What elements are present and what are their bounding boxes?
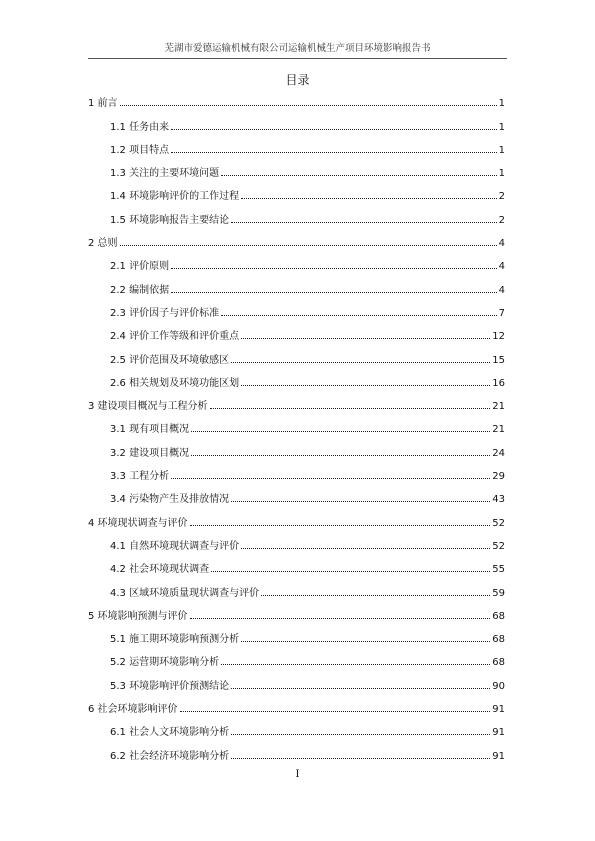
toc-subentry[interactable] xyxy=(88,109,505,132)
toc-entry-page: 1 xyxy=(498,121,505,133)
toc-subentry[interactable] xyxy=(88,575,505,598)
toc-entry-label: 5.1 施工期环境影响预测分析 xyxy=(110,634,240,646)
toc-entry-label: 2.6 相关规划及环境功能区划 xyxy=(110,377,240,389)
toc-entry-label: 5.3 环境影响评价预测结论 xyxy=(110,680,230,692)
toc-entry-page: 16 xyxy=(492,377,505,389)
dot-leader xyxy=(171,478,490,479)
toc-subentry[interactable] xyxy=(88,296,505,319)
toc-entry-page: 1 xyxy=(498,144,505,156)
toc-entry-label: 3.1 现有项目概况 xyxy=(110,424,190,436)
toc-entry[interactable] xyxy=(88,505,505,528)
dot-leader xyxy=(171,268,497,269)
dot-leader xyxy=(241,198,497,199)
page-number: I xyxy=(295,769,300,780)
toc-subentry[interactable] xyxy=(88,202,505,225)
toc-subentry[interactable] xyxy=(88,715,505,738)
dot-leader xyxy=(231,501,490,502)
toc-entry-page: 91 xyxy=(492,750,505,762)
dot-leader xyxy=(211,571,490,572)
toc-subentry[interactable] xyxy=(88,552,505,575)
dot-leader xyxy=(221,664,490,665)
toc-subentry[interactable] xyxy=(88,156,505,179)
dot-leader xyxy=(231,758,490,759)
toc-entry-label: 1 前言 xyxy=(88,98,118,110)
dot-leader xyxy=(171,292,497,293)
dot-leader xyxy=(231,362,490,363)
dot-leader xyxy=(191,431,490,432)
toc-entry-label: 3 建设项目概况与工程分析 xyxy=(88,401,208,413)
toc-entry-page: 52 xyxy=(492,517,505,529)
toc-entry-label: 6.2 社会经济环境影响分析 xyxy=(110,750,230,762)
toc-entry-page: 55 xyxy=(492,564,505,576)
dot-leader xyxy=(171,152,497,153)
toc-entry-label: 6 社会环境影响评价 xyxy=(88,704,178,716)
dot-leader xyxy=(180,711,491,712)
toc-entry-label: 1.3 关注的主要环境问题 xyxy=(110,168,220,180)
toc-entry-page: 4 xyxy=(498,261,505,273)
toc-entry-page: 91 xyxy=(492,704,505,716)
dot-leader xyxy=(231,222,497,223)
dot-leader xyxy=(120,105,497,106)
toc-entry-label: 4.3 区域环境质量现状调查与评价 xyxy=(110,587,260,599)
table-of-contents xyxy=(88,86,505,762)
toc-entry-label: 4.2 社会环境现状调查 xyxy=(110,564,210,576)
dot-leader xyxy=(231,688,490,689)
toc-subentry[interactable] xyxy=(88,342,505,365)
toc-subentry[interactable] xyxy=(88,482,505,505)
toc-entry-label: 2.3 评价因子与评价标准 xyxy=(110,307,220,319)
toc-entry-label: 1.2 项目特点 xyxy=(110,144,170,156)
toc-subentry[interactable] xyxy=(88,179,505,202)
toc-entry-label: 1.5 环境影响报告主要结论 xyxy=(110,214,230,226)
toc-entry-page: 2 xyxy=(498,214,505,226)
dot-leader xyxy=(241,548,490,549)
toc-entry-page: 2 xyxy=(498,191,505,203)
toc-entry-label: 5 环境影响预测与评价 xyxy=(88,610,188,622)
toc-entry-page: 68 xyxy=(492,610,505,622)
toc-entry-page: 52 xyxy=(492,540,505,552)
toc-entry-page: 7 xyxy=(498,307,505,319)
toc-entry-page: 43 xyxy=(492,494,505,506)
toc-entry-page: 59 xyxy=(492,587,505,599)
toc-entry-page: 4 xyxy=(498,284,505,296)
toc-entry-page: 68 xyxy=(492,657,505,669)
toc-entry-label: 2.4 评价工作等级和评价重点 xyxy=(110,331,240,343)
toc-subentry[interactable] xyxy=(88,133,505,156)
toc-subentry[interactable] xyxy=(88,738,505,761)
toc-subentry[interactable] xyxy=(88,459,505,482)
toc-entry-label: 5.2 运营期环境影响分析 xyxy=(110,657,220,669)
toc-entry-page: 21 xyxy=(492,424,505,436)
dot-leader xyxy=(120,245,497,246)
dot-leader xyxy=(241,641,490,642)
toc-entry-page: 12 xyxy=(492,331,505,343)
toc-subentry[interactable] xyxy=(88,668,505,691)
dot-leader xyxy=(241,385,490,386)
toc-entry-label: 2.5 评价范围及环境敏感区 xyxy=(110,354,230,366)
toc-entry-page: 1 xyxy=(498,168,505,180)
toc-entry-label: 4.1 自然环境现状调查与评价 xyxy=(110,540,240,552)
toc-entry-page: 4 xyxy=(498,238,505,250)
toc-entry-label: 4 环境现状调查与评价 xyxy=(88,517,188,529)
toc-entry-page: 1 xyxy=(498,98,505,110)
toc-subentry[interactable] xyxy=(88,412,505,435)
toc-subentry[interactable] xyxy=(88,272,505,295)
dot-leader xyxy=(261,595,490,596)
dot-leader xyxy=(190,618,491,619)
toc-entry-label: 3.3 工程分析 xyxy=(110,471,170,483)
dot-leader xyxy=(221,315,497,316)
toc-entry-page: 91 xyxy=(492,727,505,739)
toc-entry-label: 3.2 建设项目概况 xyxy=(110,447,190,459)
toc-entry-page: 68 xyxy=(492,634,505,646)
toc-subentry[interactable] xyxy=(88,645,505,668)
toc-entry-page: 90 xyxy=(492,680,505,692)
dot-leader xyxy=(191,455,490,456)
toc-entry-label: 2.1 评价原则 xyxy=(110,261,170,273)
toc-subentry[interactable] xyxy=(88,435,505,458)
toc-subentry[interactable] xyxy=(88,319,505,342)
toc-subentry[interactable] xyxy=(88,366,505,389)
toc-entry-label: 2.2 编制依据 xyxy=(110,284,170,296)
dot-leader xyxy=(241,338,490,339)
toc-entry-page: 29 xyxy=(492,471,505,483)
dot-leader xyxy=(231,734,490,735)
toc-entry-page: 21 xyxy=(492,401,505,413)
toc-entry-label: 6.1 社会人文环境影响分析 xyxy=(110,727,230,739)
toc-subentry[interactable] xyxy=(88,622,505,645)
toc-entry-label: 3.4 污染物产生及排放情况 xyxy=(110,494,230,506)
toc-entry-page: 15 xyxy=(492,354,505,366)
toc-entry[interactable] xyxy=(88,86,505,109)
running-header: 芜湖市爱德运输机械有限公司运输机械生产项目环境影响报告书 xyxy=(88,40,507,59)
toc-entry[interactable] xyxy=(88,692,505,715)
toc-entry[interactable] xyxy=(88,226,505,249)
toc-title: 目录 xyxy=(285,73,310,87)
dot-leader xyxy=(221,175,497,176)
toc-entry-label: 2 总则 xyxy=(88,238,118,250)
toc-entry-label: 1.1 任务由来 xyxy=(110,121,170,133)
dot-leader xyxy=(171,129,497,130)
toc-entry[interactable] xyxy=(88,599,505,622)
toc-entry-label: 1.4 环境影响评价的工作过程 xyxy=(110,191,240,203)
dot-leader xyxy=(210,408,491,409)
toc-entry[interactable] xyxy=(88,389,505,412)
toc-entry-page: 24 xyxy=(492,447,505,459)
dot-leader xyxy=(190,525,491,526)
toc-subentry[interactable] xyxy=(88,529,505,552)
toc-subentry[interactable] xyxy=(88,249,505,272)
